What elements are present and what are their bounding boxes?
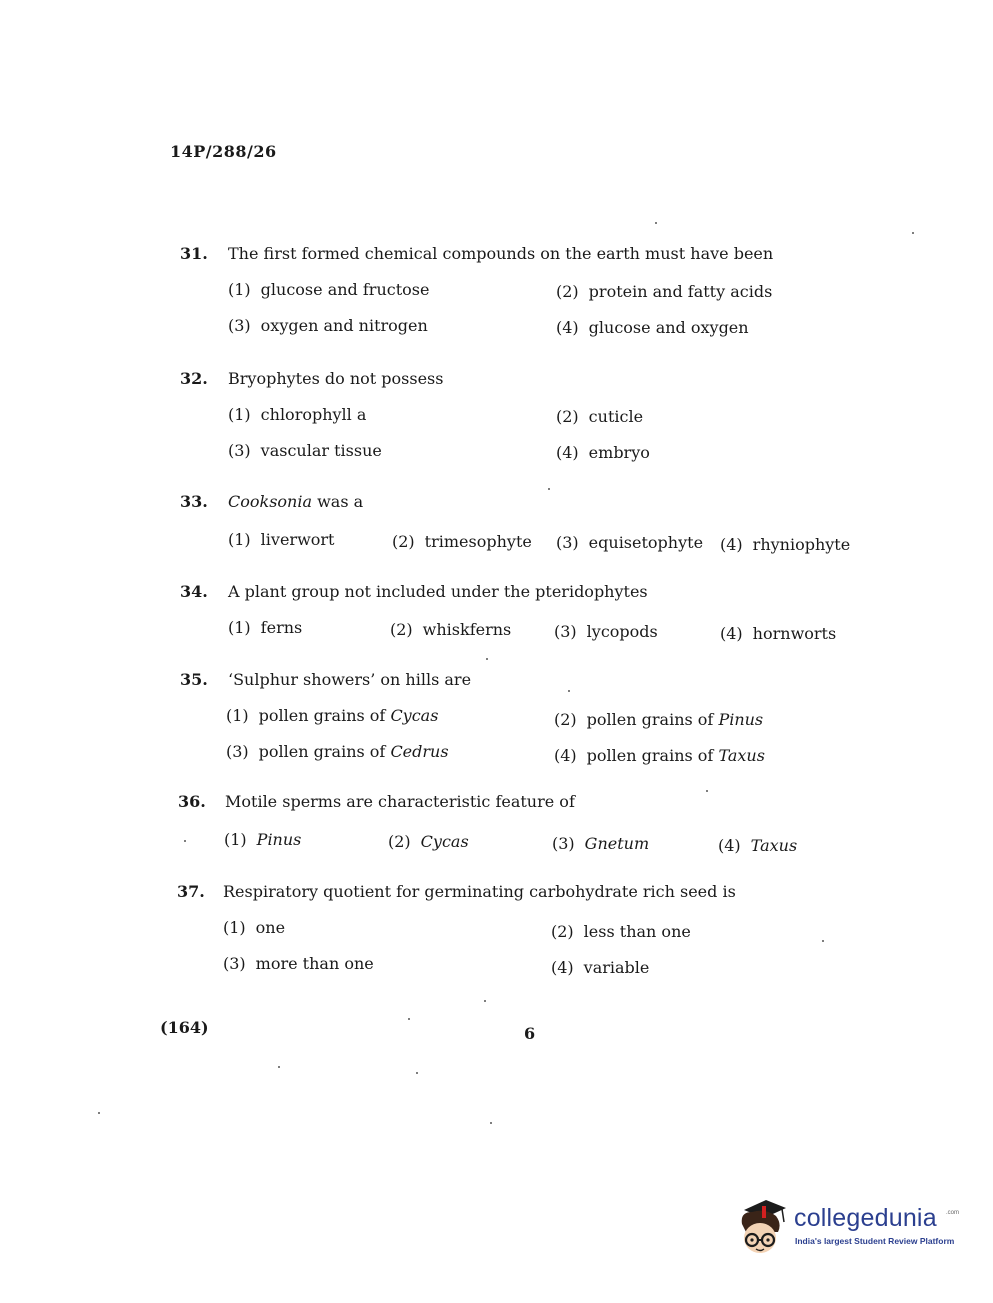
question-32 xyxy=(180,369,880,462)
page-number: 6 xyxy=(524,1024,536,1043)
option-1: (1) one xyxy=(223,918,286,937)
option-4: (4) embryo xyxy=(556,443,650,462)
question-text: Motile sperms are characteristic feature of xyxy=(225,792,575,811)
question-number: 32. xyxy=(180,369,208,388)
question-number: 36. xyxy=(178,792,206,811)
scan-speck xyxy=(822,940,824,942)
brand-name: collegedunia xyxy=(794,1204,937,1232)
question-text: The first formed chemical compounds on the earth must have been xyxy=(228,244,774,263)
option-1: (1) Pinus xyxy=(224,830,302,849)
scan-speck xyxy=(484,1000,486,1002)
option-1: (1) chlorophyll a xyxy=(228,405,367,424)
question-number: 37. xyxy=(177,882,205,901)
option-4: (4) variable xyxy=(551,958,650,977)
question-35 xyxy=(180,670,880,765)
question-31 xyxy=(180,244,880,337)
option-4: (4) Taxus xyxy=(718,836,798,855)
option-2: (2) whiskferns xyxy=(390,620,512,639)
option-4: (4) glucose and oxygen xyxy=(556,318,749,337)
question-37 xyxy=(177,882,880,977)
brand-tagline: India's largest Student Review Platform xyxy=(795,1236,955,1246)
option-4: (4) pollen grains of Taxus xyxy=(554,746,765,765)
scan-speck xyxy=(416,1072,418,1074)
scan-speck xyxy=(408,1018,410,1020)
mascot-logo-icon xyxy=(736,1198,792,1258)
question-number: 33. xyxy=(180,492,208,511)
option-1: (1) pollen grains of Cycas xyxy=(226,706,439,725)
option-2: (2) pollen grains of Pinus xyxy=(554,710,764,729)
option-3: (3) lycopods xyxy=(554,622,658,641)
scan-speck xyxy=(568,690,570,692)
question-33 xyxy=(180,492,880,554)
scan-speck xyxy=(98,1112,100,1114)
question-number: 35. xyxy=(180,670,208,689)
question-text: ‘Sulphur showers’ on hills are xyxy=(228,670,472,689)
question-text: Respiratory quotient for germinating carbohydrate rich seed is xyxy=(223,882,736,901)
question-text: Bryophytes do not possess xyxy=(228,369,444,388)
option-1: (1) liverwort xyxy=(228,530,335,549)
question-text: A plant group not included under the pteridophytes xyxy=(228,582,648,601)
option-3: (3) vascular tissue xyxy=(228,441,382,460)
option-2: (2) cuticle xyxy=(556,407,644,426)
scan-speck xyxy=(278,1066,280,1068)
scan-speck xyxy=(184,840,186,842)
option-1: (1) glucose and fructose xyxy=(228,280,430,299)
option-3: (3) oxygen and nitrogen xyxy=(228,316,428,335)
scan-speck xyxy=(706,790,708,792)
option-1: (1) ferns xyxy=(228,618,303,637)
option-2: (2) less than one xyxy=(551,922,691,941)
paper-code: 14P/288/26 xyxy=(170,142,277,161)
option-3: (3) more than one xyxy=(223,954,374,973)
option-2: (2) Cycas xyxy=(388,832,469,851)
option-2: (2) protein and fatty acids xyxy=(556,282,773,301)
brand-suffix: .com xyxy=(946,1210,960,1216)
question-36 xyxy=(178,792,880,855)
option-4: (4) rhyniophyte xyxy=(720,535,851,554)
scan-speck xyxy=(548,488,550,490)
option-3: (3) equisetophyte xyxy=(556,533,704,552)
question-34 xyxy=(180,582,880,643)
option-4: (4) hornworts xyxy=(720,624,837,643)
option-2: (2) trimesophyte xyxy=(392,532,532,551)
scan-speck xyxy=(655,222,657,224)
collegedunia-watermark xyxy=(736,1198,966,1262)
question-number: 31. xyxy=(180,244,208,263)
option-3: (3) Gnetum xyxy=(552,834,650,853)
question-number: 34. xyxy=(180,582,208,601)
scan-speck xyxy=(912,232,914,234)
question-text: Cooksonia was a xyxy=(228,492,364,511)
scan-speck xyxy=(486,658,488,660)
footer-code: (164) xyxy=(160,1018,209,1037)
scan-speck xyxy=(490,1122,492,1124)
option-3: (3) pollen grains of Cedrus xyxy=(226,742,449,761)
